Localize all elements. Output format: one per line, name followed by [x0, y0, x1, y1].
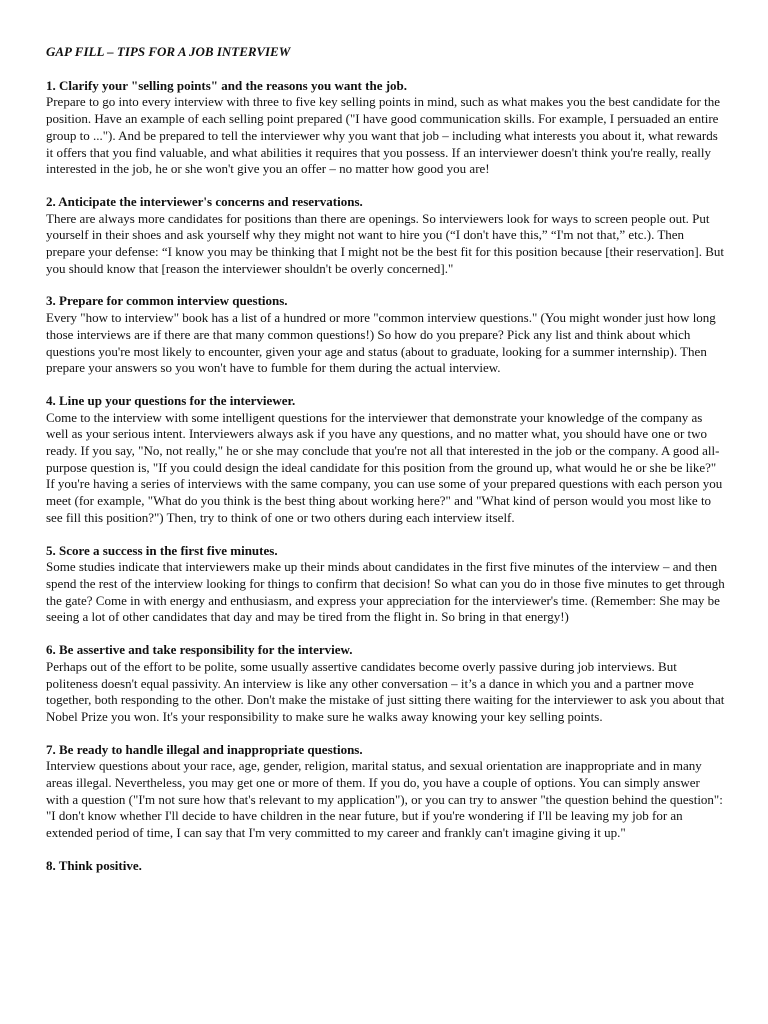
section-heading: 8. Think positive.	[46, 857, 142, 873]
section-heading: 5. Score a success in the first five minutes.	[46, 542, 278, 558]
section-8	[46, 858, 726, 875]
section-heading: 3. Prepare for common interview questions.	[46, 293, 288, 309]
document-page	[46, 44, 726, 891]
section-1	[46, 78, 726, 178]
section-heading: 7. Be ready to handle illegal and inappropriate questions.	[46, 741, 363, 757]
document-title: GAP FILL – TIPS FOR A JOB INTERVIEW	[46, 44, 291, 59]
section-7	[46, 742, 726, 842]
section-heading: 6. Be assertive and take responsibility for the interview.	[46, 642, 353, 658]
section-4	[46, 393, 726, 527]
section-paragraph: Perhaps out of the effort to be polite, some usually assertive candidates become overly passive during job interviews. But politeness doesn't equal passivity. An interview is like any other conversation – it’s a dance in which you and a partner move together, both responding to the other. Don't make the mistake of just sitting there waiting for the interviewer to ask you about that Nobel Prize you won. It's your responsibility to make sure he walks away knowing your key selling points.	[46, 658, 725, 724]
section-heading: 2. Anticipate the interviewer's concerns and reservations.	[46, 193, 363, 209]
section-paragraph: Come to the interview with some intelligent questions for the interviewer that demonstrate your knowledge of the company as well as your serious intent. Interviewers always ask if you have any questions, and no matter what, you should have one or two ready. If you say, "No, not really," he or she may conclude that you're not all that interested in the job or the company. A good all-purpose question is, "If you could design the ideal candidate for this position from the ground up, what would he or she be like?"	[46, 409, 720, 475]
section-heading: 1. Clarify your "selling points" and the reasons you want the job.	[46, 77, 408, 93]
section-6	[46, 642, 726, 726]
section-paragraph: Every "how to interview" book has a list of a hundred or more "common interview questions." (You might wonder just how long those interviews are if there are that many common questions!) So how do you prepare? Pick any list and think about which questions you're most likely to encounter, given your age and status (about to graduate, looking for a summer internship). Then prepare your answers so you won't have to fumble for them during the actual interview.	[46, 310, 716, 376]
section-paragraph: Prepare to go into every interview with three to five key selling points in mind, such as what makes you the best candidate for the position. Have an example of each selling point prepared ("I have good communication skills. For example, I persuaded an entire group to ..."). And be prepared to tell the interviewer why you want that job – including what interests you about it, what rewards it offers that you find valuable, and what abilities it requires that you possess. If an interviewer doesn't think you're really, really interested in the job, he or she won't give you an offer – no matter how good you are!	[46, 94, 721, 177]
section-5	[46, 543, 726, 627]
section-paragraph: Some studies indicate that interviewers make up their minds about candidates in the first five minutes of the interview – and then spend the rest of the interview looking for things to confirm that decision! So what can you do in those five minutes to get through the gate? Come in with energy and enthusiasm, and express your appreciation for the interviewer's time. (Remember: She may be seeing a lot of other candidates that day and may be tired from the flight in. So bring in that energy!)	[46, 559, 725, 625]
section-heading: 4. Line up your questions for the interviewer.	[46, 392, 296, 408]
section-2	[46, 194, 726, 278]
section-paragraph: Interview questions about your race, age, gender, religion, marital status, and sexual orientation are inappropriate and in many areas illegal. Nevertheless, you may get one or more of them. If you do, you have a couple of options. You can simply answer with a question ("I'm not sure how that's relevant to my application"), or you can try to answer "the question behind the question": "I don't know whether I'll decide to have children in the near future, but if you're wondering if I'll be leaving my job for an extended period of time, I can say that I'm very committed to my career and frankly can't imagine giving it up."	[46, 758, 723, 841]
section-paragraph: There are always more candidates for positions than there are openings. So interviewers look for ways to screen people out. Put yourself in their shoes and ask yourself why they might not want to hire you (“I don't have this,” “I'm not that,” etc.). Then prepare your defense: “I know you may be thinking that I might not be the best fit for this position because [their reservation]. But you should know that [reason the interviewer shouldn't be overly concerned]."	[46, 210, 724, 276]
section-paragraph: If you're having a series of interviews with the same company, you can use some of your prepared questions with each person you meet (for example, "What do you think is the best thing about working here?" and "What kind of person would you most like to see fill this position?") Then, try to think of one or two others during each interview itself.	[46, 476, 723, 525]
section-3	[46, 293, 726, 377]
